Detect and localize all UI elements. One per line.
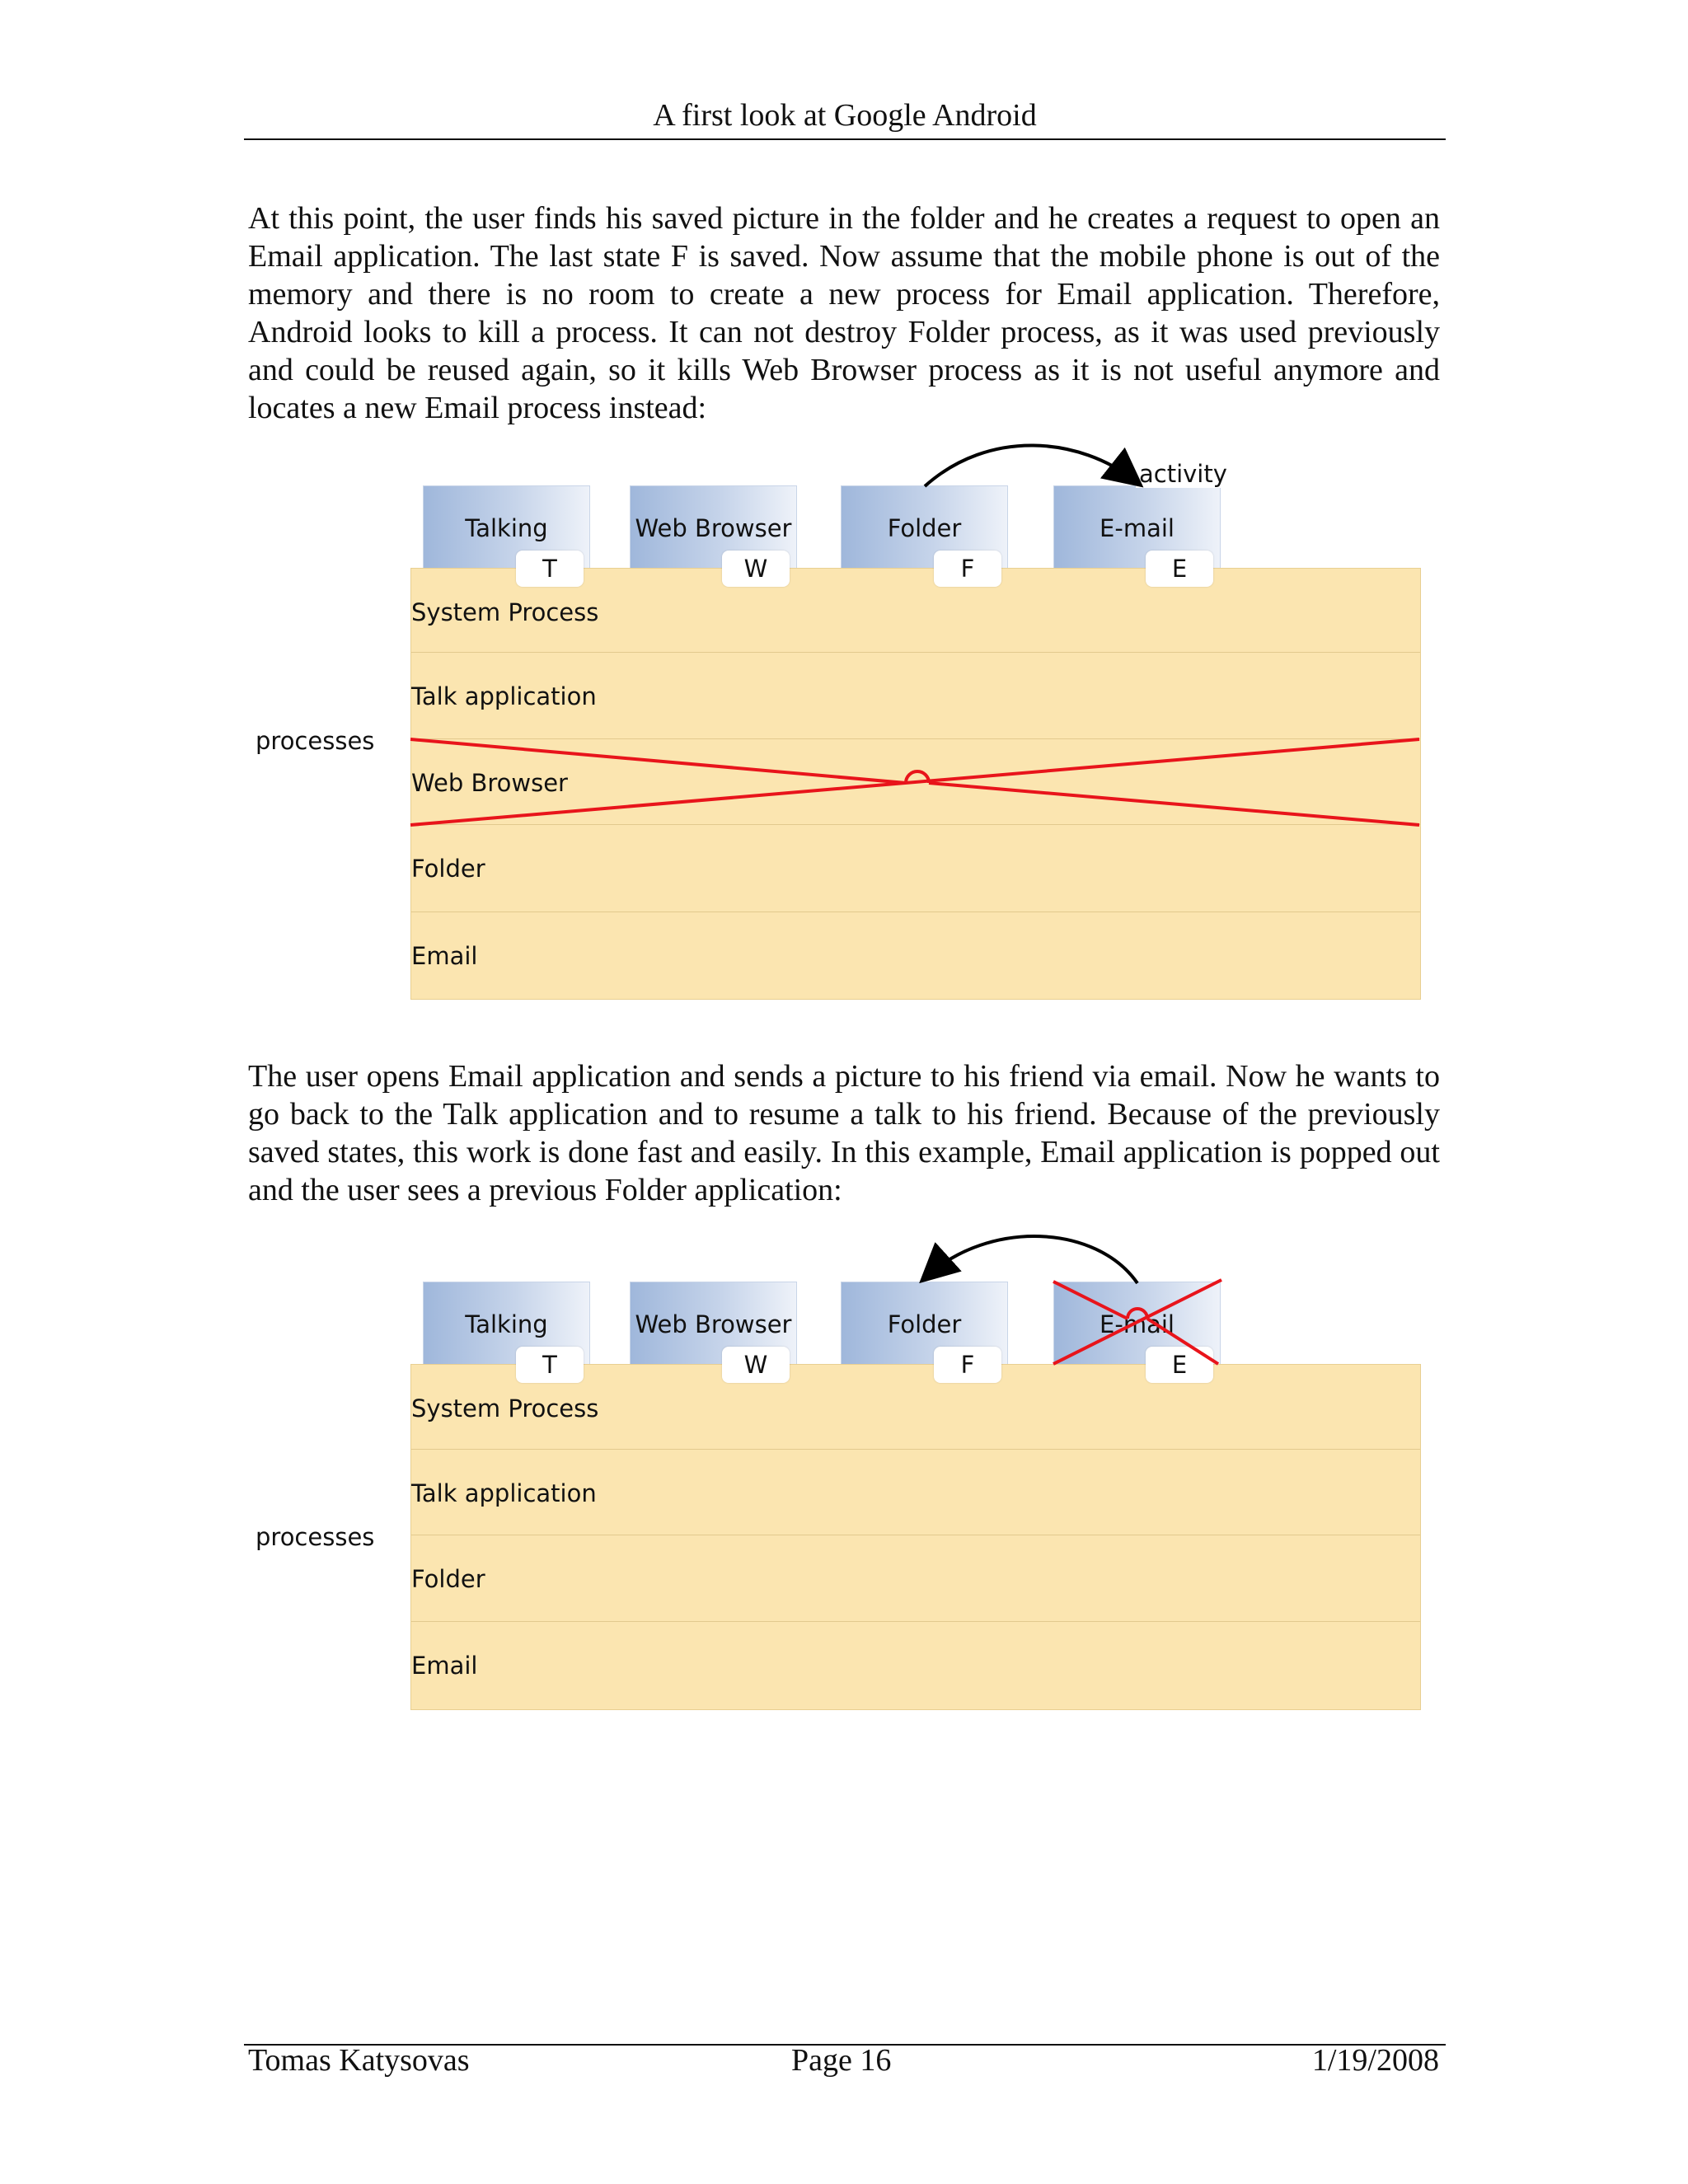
process-label: System Process (411, 1394, 599, 1422)
process-label: Talk application (411, 1479, 597, 1507)
activity-label: Talking (465, 514, 548, 542)
footer-date: 1/19/2008 (1311, 2043, 1439, 2078)
activity-label: Folder (887, 1310, 962, 1338)
process-label: System Process (411, 598, 599, 626)
activity-badge: E (1146, 1347, 1213, 1383)
footer-author: Tomas Katysovas (248, 2043, 470, 2078)
activity-badge: T (516, 551, 584, 587)
activity-label: E-mail (1100, 1310, 1175, 1338)
activity-label: Talking (465, 1310, 548, 1338)
process-label: Talk application (411, 682, 597, 710)
process-label: Email (411, 942, 478, 970)
activity-badge: W (722, 1347, 790, 1383)
activity-badge: F (934, 551, 1001, 587)
activity-label: Web Browser (635, 1310, 792, 1338)
activity-label: Web Browser (635, 514, 792, 542)
arrow-email-to-folder (926, 1236, 1137, 1283)
page-header-title: A first look at Google Android (653, 98, 1037, 133)
activity-badge: E (1146, 551, 1213, 587)
paragraph-1: At this point, the user finds his saved picture in the folder and he creates a request to open an Email application. The last state F is saved. Now assume that the mobile phone is out of the memory and there is no room to create a new process for Email application. Therefore, Android looks to kill a process. It can not destroy Folder process, as it was used previously and could be reused again, so it kills Web Browser process as it is not useful anymore and locates a new Email process instead: (248, 201, 1440, 425)
activity-label: Folder (887, 514, 962, 542)
activity-caption: activity (1136, 460, 1231, 488)
activity-badge: T (516, 1347, 584, 1383)
process-label: Folder (411, 1565, 485, 1593)
processes-side-label: processes (256, 727, 375, 755)
activity-badge: W (722, 551, 790, 587)
process-label: Folder (411, 855, 485, 883)
activity-badge: F (934, 1347, 1001, 1383)
paragraph-2: The user opens Email application and sends a picture to his friend via email. Now he wants to go back to the Talk application and to resume a talk to his friend. Because of the previously saved states, this work is done fast and easily. In this example, Email application is popped out and the user sees a previous Folder application: (248, 1059, 1440, 1207)
footer-page-number: Page 16 (791, 2043, 892, 2078)
process-label: Web Browser (411, 769, 568, 797)
process-label: Email (411, 1652, 478, 1680)
processes-side-label: processes (256, 1523, 375, 1551)
pop-cross (1053, 1280, 1221, 1364)
activity-label: E-mail (1100, 514, 1175, 542)
